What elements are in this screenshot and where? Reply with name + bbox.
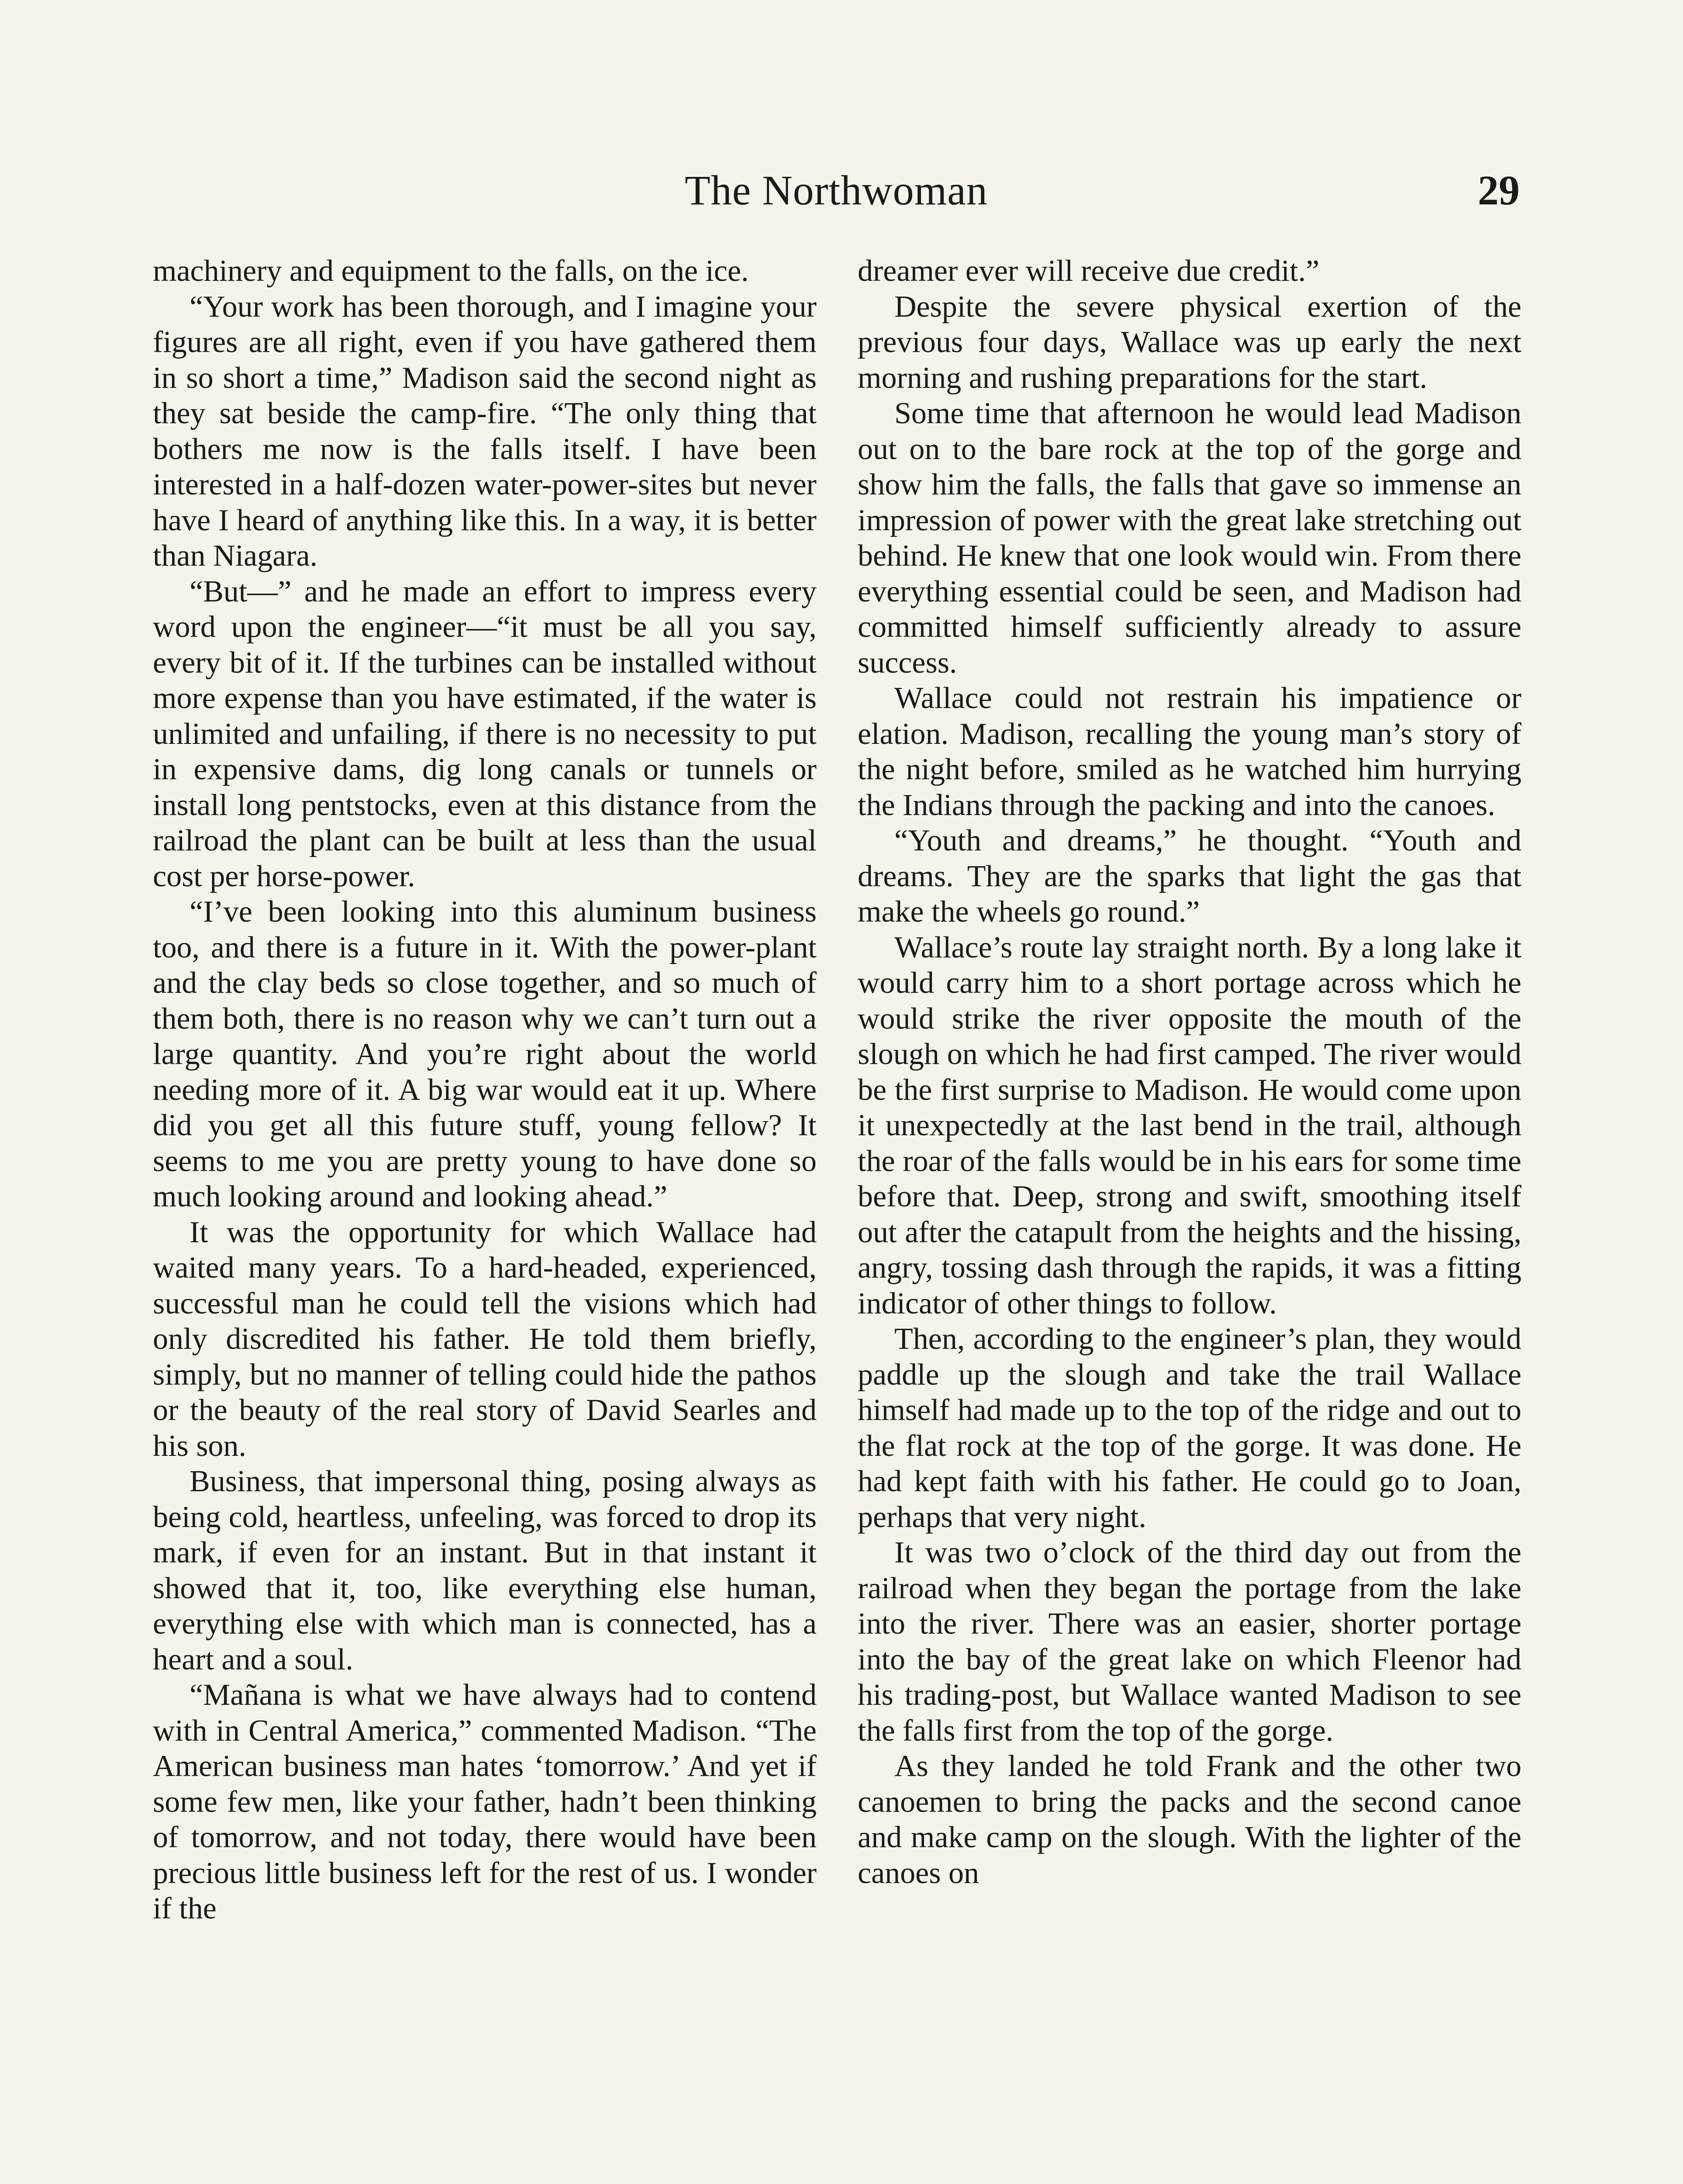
paragraph: It was the opportunity for which Wallace had waited many years. To a hard-headed, experienced, successful man he could tell the visions which had only discredited his father. He told them briefly, simply, but no manner of telling could hide the pathos or the beauty of the real story of David Searles and his son. (153, 1215, 817, 1463)
paragraph: dreamer ever will receive due credit.” (858, 254, 1320, 288)
paragraph: machinery and equipment to the falls, on the ice. (153, 254, 749, 288)
paragraph: Despite the severe physical exertion of the previous four days, Wallace was up early the next morning and rushing preparations for the start. (858, 290, 1521, 395)
paragraph: “But—” and he made an effort to impress every word upon the engineer—“it must be all you say, every bit of it. If the turbines can be installed without more expense than you have estimated, if the water is unlimited and unfailing, if there is no necessity to put in expensive dams, dig long canals or tunnels or install long pentstocks, even at this distance from the railroad the plant can be built at less than the usual cost per horse-power. (153, 574, 817, 893)
paragraph: “Mañana is what we have always had to contend with in Central America,” commented Madison. “The American business man hates ‘tomorrow.’ And yet if some few men, like your father, hadn’t been thinking of tomorrow, and not today, there would have been precious little business left for the rest of us. I wonder if the (153, 1678, 817, 1925)
paragraph: It was two o’clock of the third day out from the railroad when they began the portage from the lake into the river. There was an easier, shorter portage into the bay of the great lake on which Fleenor had his trading-post, but Wallace wanted Madison to see the falls first from the top of the gorge. (858, 1536, 1521, 1748)
paragraph: Wallace’s route lay straight north. By a long lake it would carry him to a short portage across which he would strike the river opposite the mouth of the slough on which he had first camped. The river would be the first surprise to Madison. He would come upon it unexpectedly at the last bend in the trail, although the roar of the falls would be in his ears for some time before that. Deep, strong and swift, smoothing itself out after the catapult from the heights and the hissing, angry, tossing dash through the rapids, it was a fitting indicator of other things to follow. (858, 930, 1521, 1320)
paragraph: Then, according to the engineer’s plan, they would paddle up the slough and take the trail Wallace himself had made up to the top of the ridge and out to the flat rock at the top of the gorge. It was done. He had kept faith with his father. He could go to Joan, perhaps that very night. (858, 1322, 1521, 1534)
running-head (153, 164, 1520, 225)
paragraph: Some time that afternoon he would lead Madison out on to the bare rock at the top of the gorge and show him the falls, the falls that gave so immense an impression of power with the great lake stretching out behind. He knew that one look would win. From there everything essential could be seen, and Madison had committed himself sufficiently already to assure success. (858, 397, 1521, 680)
paragraph: “Your work has been thorough, and I imagine your figures are all right, even if you have gathered them in so short a time,” Madison said the second night as they sat beside the camp-fire. “The only thing that bothers me now is the falls itself. I have been interested in a half-dozen water-power-sites but never have I heard of anything like this. In a way, it is better than Niagara. (153, 290, 817, 573)
running-title: The Northwoman (685, 167, 988, 214)
paragraph: “I’ve been looking into this aluminum business too, and there is a future in it. With the power-plant and the clay beds so close together, and so much of them both, there is no reason why we can’t turn out a large quantity. And you’re right about the world needing more of it. A big war would eat it up. Where did you get all this future stuff, young fellow? It seems to me you are pretty young to have done so much looking around and looking ahead.” (153, 895, 817, 1213)
paragraph: “Youth and dreams,” he thought. “Youth and dreams. They are the sparks that light the gas that make the wheels go round.” (858, 824, 1521, 929)
right-column (858, 253, 1521, 2184)
page-number: 29 (1478, 167, 1520, 214)
paragraph: Wallace could not restrain his impatience or elation. Madison, recalling the young man’s story of the night before, smiled as he watched him hurrying the Indians through the packing and into the canoes. (858, 681, 1521, 822)
paragraph: Business, that impersonal thing, posing always as being cold, heartless, unfeeling, was forced to drop its mark, if even for an instant. But in that instant it showed that it, too, like everything else human, everything else with which man is connected, has a heart and a soul. (153, 1465, 817, 1676)
left-column (153, 253, 817, 2184)
paragraph: As they landed he told Frank and the other two canoemen to bring the packs and the second canoe and make camp on the slough. With the lighter of the canoes on (858, 1749, 1521, 1890)
